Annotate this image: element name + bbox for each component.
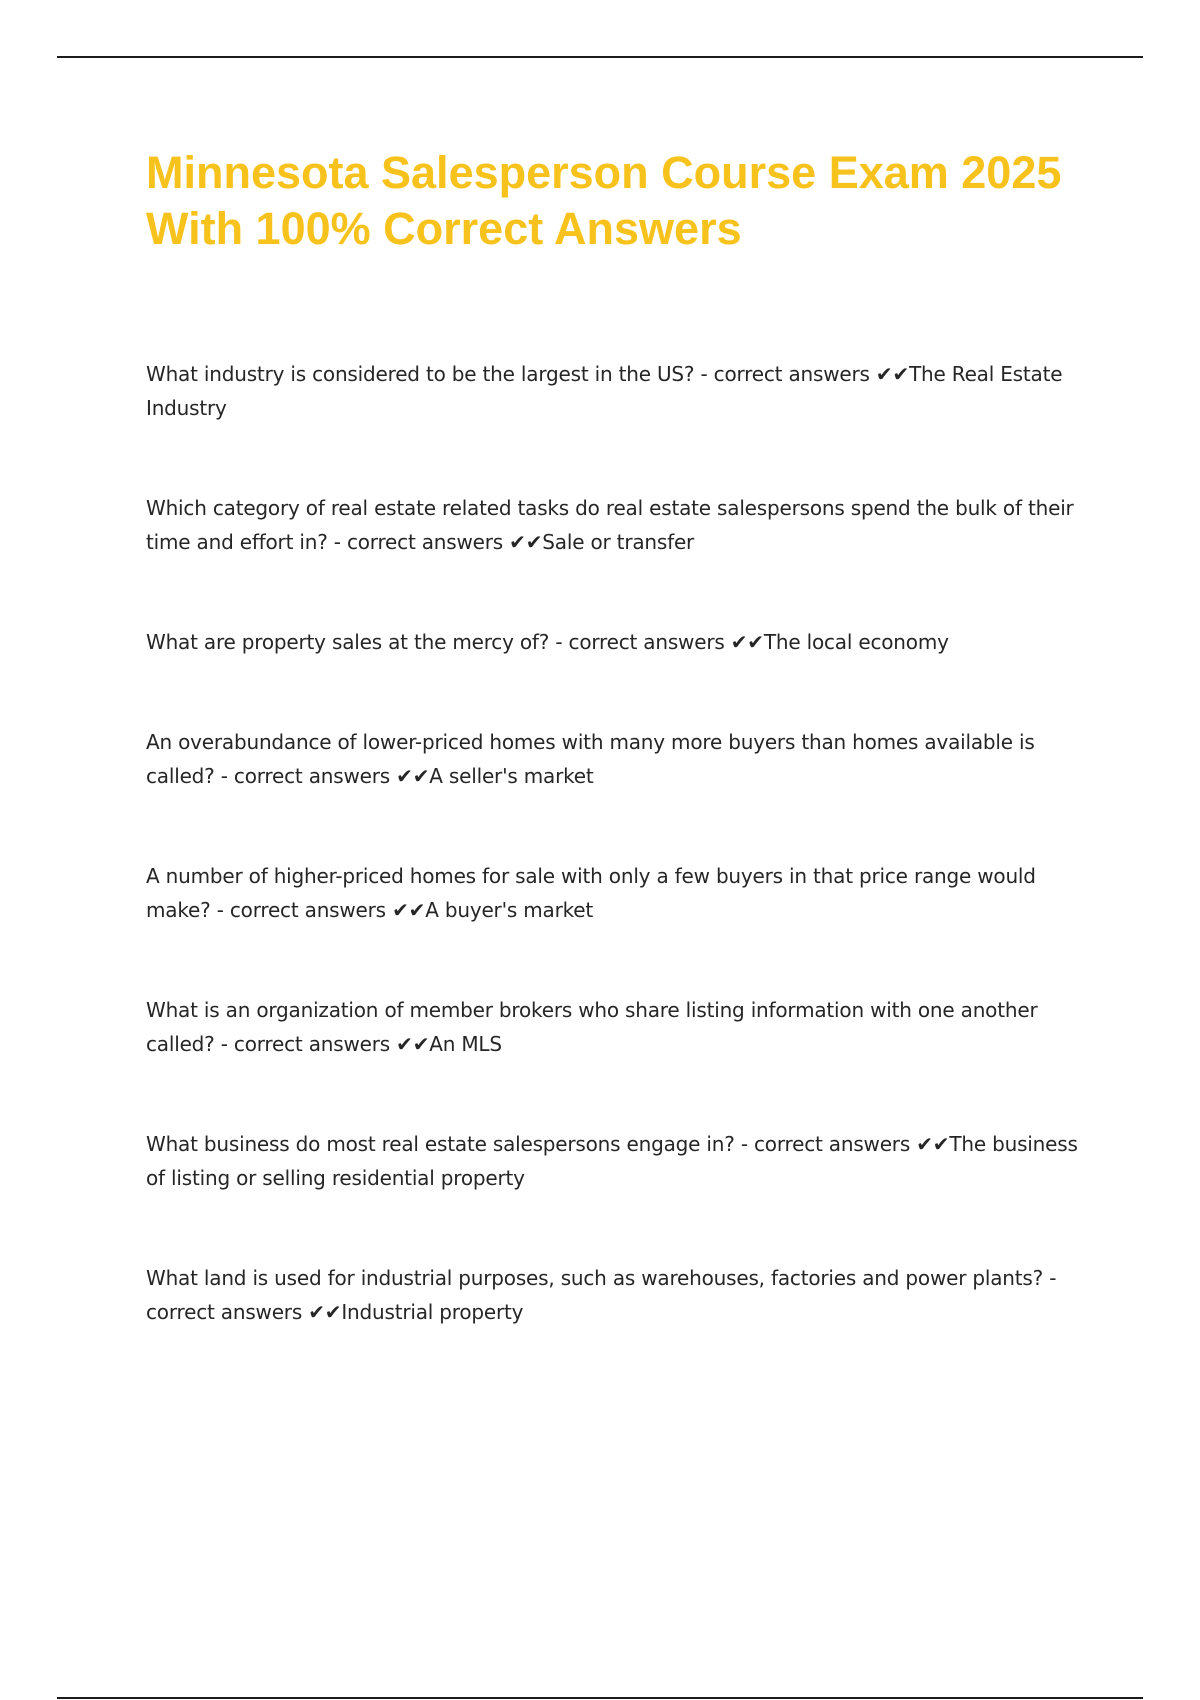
question-text: Which category of real estate related tasks do real estate salespersons spend the bulk of their time and effort in? [146, 496, 1074, 554]
answer-separator: - correct answers [214, 1032, 397, 1056]
check-marks-icon: ✔✔ [392, 898, 426, 922]
qa-item [146, 1261, 1086, 1329]
qa-item [146, 357, 1086, 425]
answer-text: The business of listing or selling residential property [146, 1132, 1078, 1190]
qa-item [146, 993, 1086, 1061]
question-text: What business do most real estate salespersons engage in? [146, 1132, 735, 1156]
question-text: What land is used for industrial purposes, such as warehouses, factories and power plants? [146, 1266, 1044, 1290]
question-text: What industry is considered to be the largest in the US? [146, 362, 695, 386]
answer-separator: - correct answers [694, 362, 876, 386]
check-marks-icon: ✔✔ [396, 764, 430, 788]
answer-separator: - correct answers [549, 630, 731, 654]
question-text: What is an organization of member brokers who share listing information with one another called? [146, 998, 1038, 1056]
qa-item [146, 1127, 1086, 1195]
question-text: What are property sales at the mercy of? [146, 630, 550, 654]
answer-separator: - correct answers [210, 898, 393, 922]
qa-item [146, 625, 1086, 659]
check-marks-icon: ✔✔ [730, 630, 764, 654]
qa-item [146, 725, 1086, 793]
answer-text: Sale or transfer [542, 530, 695, 554]
answer-separator: - correct answers [734, 1132, 917, 1156]
check-marks-icon: ✔✔ [509, 530, 543, 554]
answer-text: An MLS [429, 1032, 502, 1056]
qa-list [146, 357, 1086, 1395]
answer-text: A buyer's market [425, 898, 594, 922]
answer-separator: - correct answers [146, 1266, 1057, 1324]
answer-text: A seller's market [429, 764, 594, 788]
document-body [146, 145, 1086, 1324]
top-rule [57, 56, 1143, 58]
check-marks-icon: ✔✔ [875, 362, 910, 386]
qa-item [146, 491, 1086, 559]
answer-text: Industrial property [341, 1300, 524, 1324]
document-title: Minnesota Salesperson Course Exam 2025 With 100% Correct Answers [146, 147, 1062, 254]
bottom-rule [57, 1697, 1143, 1699]
answer-separator: - correct answers [327, 530, 510, 554]
answer-text: The local economy [763, 630, 949, 654]
question-text: A number of higher-priced homes for sale with only a few buyers in that price range would make? [146, 864, 1036, 922]
answer-text: The Real Estate Industry [146, 362, 1063, 420]
check-marks-icon: ✔✔ [916, 1132, 950, 1156]
qa-item [146, 859, 1086, 927]
question-text: An overabundance of lower-priced homes with many more buyers than homes available is called? [146, 730, 1035, 788]
check-marks-icon: ✔✔ [308, 1300, 342, 1324]
answer-separator: - correct answers [214, 764, 397, 788]
check-marks-icon: ✔✔ [396, 1032, 430, 1056]
